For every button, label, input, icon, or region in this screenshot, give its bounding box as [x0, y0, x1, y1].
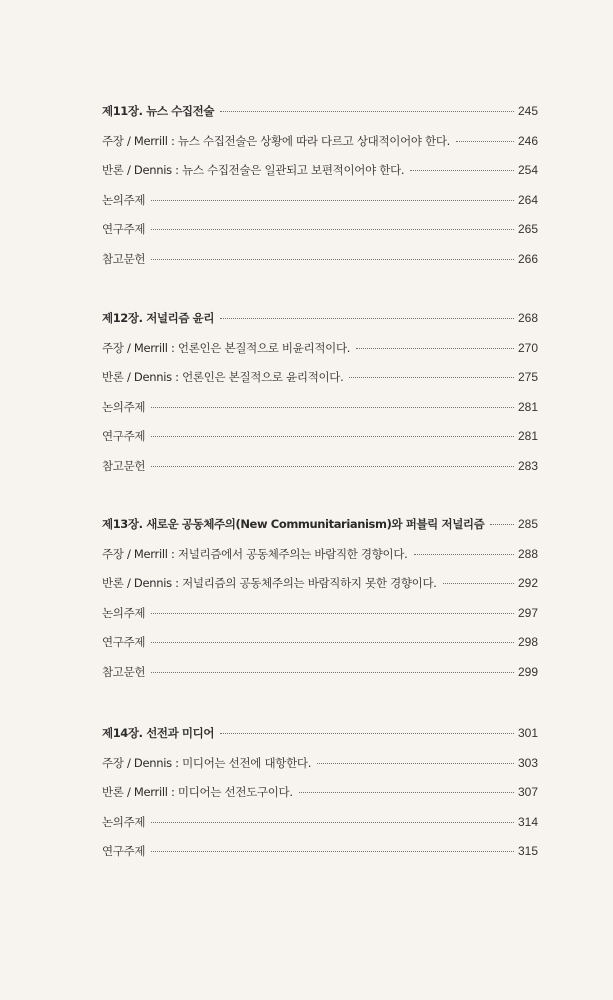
page-number: 303 [517, 755, 538, 770]
toc-entry [102, 814, 538, 844]
entry-title: 연구주제 [102, 844, 146, 858]
page-number: 315 [517, 844, 538, 858]
toc-entry [102, 369, 538, 399]
page-number: 281 [517, 429, 538, 443]
dot-leader [151, 259, 514, 260]
toc-entry [102, 162, 538, 192]
dot-leader [410, 170, 514, 171]
page-number: 254 [517, 163, 538, 177]
chapter-heading [102, 725, 538, 755]
dot-leader [151, 436, 514, 437]
dot-leader [151, 822, 514, 823]
dot-leader [456, 141, 514, 142]
page-number: 281 [517, 399, 538, 414]
dot-leader [443, 583, 514, 584]
toc-entry [102, 575, 538, 605]
entry-title: 연구주제 [102, 429, 146, 443]
page-number: 288 [517, 546, 538, 561]
page-number: 275 [517, 370, 538, 384]
entry-title: 반론 / Merrill : 미디어는 선전도구이다. [102, 785, 293, 799]
toc-entry [102, 221, 538, 251]
toc-entry [102, 133, 538, 163]
dot-leader [349, 377, 513, 378]
dot-leader [151, 466, 514, 467]
entry-title: 주장 / Merrill : 저널리즘에서 공동체주의는 바람직한 경향이다. [102, 546, 408, 561]
page-number: 245 [517, 104, 538, 118]
dot-leader [151, 851, 514, 852]
dot-leader [490, 524, 514, 525]
page-number: 285 [517, 517, 538, 531]
dot-leader [414, 554, 514, 555]
dot-leader [356, 348, 514, 349]
chapter-11 [102, 103, 538, 280]
toc-entry [102, 605, 538, 635]
toc-entry [102, 399, 538, 429]
toc-entry [102, 664, 538, 694]
chapter-13 [102, 516, 538, 693]
entry-title: 연구주제 [102, 222, 146, 236]
page-number: 292 [517, 576, 538, 590]
page-number: 264 [517, 192, 538, 207]
page-number: 246 [517, 133, 538, 148]
page-number: 297 [517, 605, 538, 620]
page-number: 266 [517, 251, 538, 266]
page-number: 265 [517, 222, 538, 236]
dot-leader [220, 733, 514, 734]
entry-title: 연구주제 [102, 635, 146, 649]
toc-entry [102, 843, 538, 873]
entry-title: 주장 / Merrill : 언론인은 본질적으로 비윤리적이다. [102, 340, 351, 355]
toc-entry [102, 546, 538, 576]
toc-entry [102, 458, 538, 488]
dot-leader [220, 318, 514, 319]
chapter-title: 제12장. 저널리즘 윤리 [102, 311, 215, 325]
entry-title: 논의주제 [102, 814, 146, 829]
toc-entry [102, 428, 538, 458]
chapter-title: 제11장. 뉴스 수집전술 [102, 104, 215, 118]
page-number: 283 [517, 458, 538, 473]
page-number: 314 [517, 814, 538, 829]
chapter-12 [102, 310, 538, 487]
dot-leader [151, 200, 514, 201]
dot-leader [220, 111, 514, 112]
dot-leader [151, 407, 514, 408]
toc-entry [102, 784, 538, 814]
chapter-heading [102, 103, 538, 133]
chapter-14 [102, 725, 538, 873]
page-number: 298 [517, 635, 538, 649]
entry-title: 참고문헌 [102, 664, 146, 679]
entry-title: 반론 / Dennis : 언론인은 본질적으로 윤리적이다. [102, 370, 344, 384]
entry-title: 반론 / Dennis : 저널리즘의 공동체주의는 바람직하지 못한 경향이다. [102, 576, 437, 590]
page-number: 307 [517, 785, 538, 799]
page-number: 299 [517, 664, 538, 679]
dot-leader [151, 613, 514, 614]
chapter-title: 제14장. 선전과 미디어 [102, 726, 215, 740]
dot-leader [317, 763, 514, 764]
entry-title: 주장 / Dennis : 미디어는 선전에 대항한다. [102, 755, 312, 770]
chapter-heading [102, 310, 538, 340]
entry-title: 반론 / Dennis : 뉴스 수집전술은 일관되고 보편적이어야 한다. [102, 163, 405, 177]
toc-entry [102, 340, 538, 370]
page-number: 268 [517, 311, 538, 325]
entry-title: 참고문헌 [102, 251, 146, 266]
entry-title: 논의주제 [102, 192, 146, 207]
page-number: 270 [517, 340, 538, 355]
toc-entry [102, 251, 538, 281]
toc-entry [102, 755, 538, 785]
chapter-heading [102, 516, 538, 546]
toc-entry [102, 634, 538, 664]
entry-title: 논의주제 [102, 605, 146, 620]
dot-leader [299, 792, 514, 793]
page-number: 301 [517, 726, 538, 740]
dot-leader [151, 672, 514, 673]
chapter-title: 제13장. 새로운 공동체주의(New Communitarianism)와 퍼블릭 저널리즘 [102, 517, 485, 531]
entry-title: 참고문헌 [102, 458, 146, 473]
toc-entry [102, 192, 538, 222]
dot-leader [151, 229, 514, 230]
entry-title: 주장 / Merrill : 뉴스 수집전술은 상황에 따라 다르고 상대적이어야 한다. [102, 133, 451, 148]
dot-leader [151, 642, 514, 643]
entry-title: 논의주제 [102, 399, 146, 414]
